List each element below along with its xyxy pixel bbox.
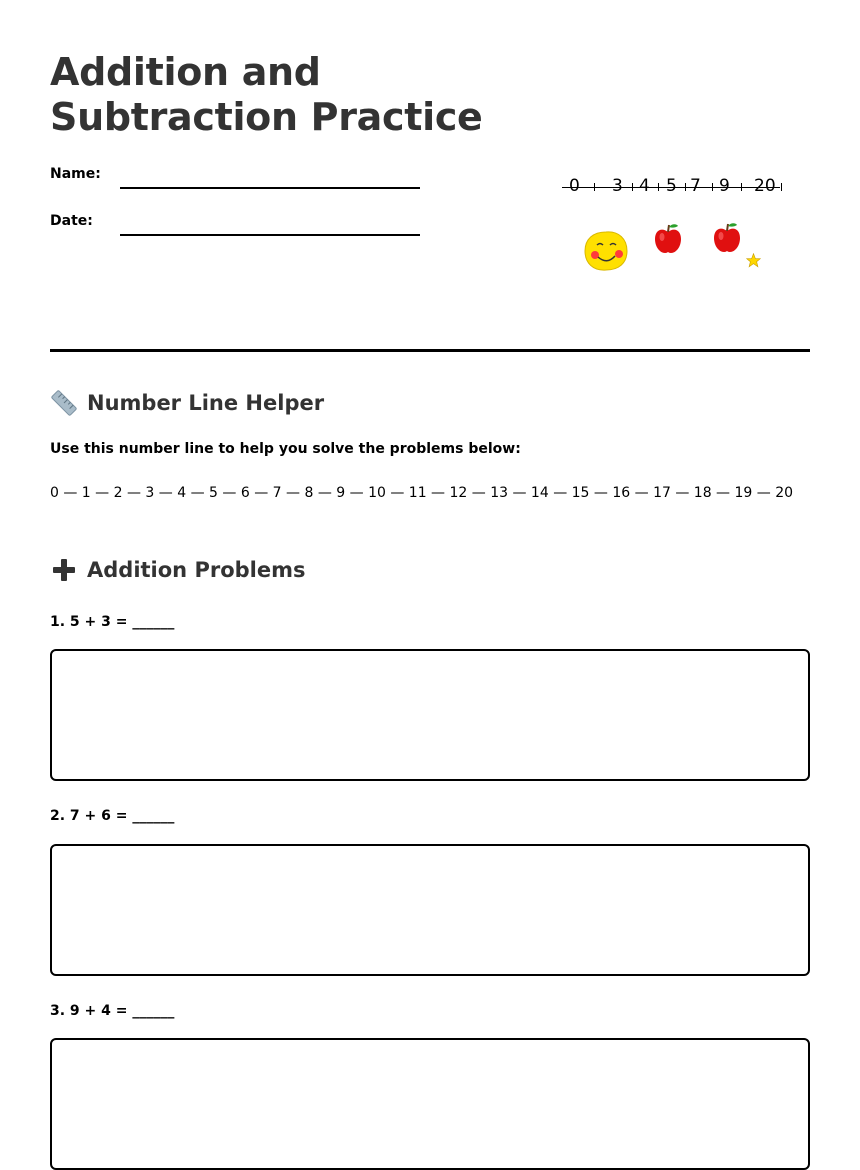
answer-box[interactable] [50, 844, 810, 976]
problem-label: 2. 7 + 6 = ______ [50, 808, 175, 824]
mini-number-line-tick [594, 183, 595, 191]
answer-box[interactable] [50, 1038, 810, 1170]
number-line-instruction: Use this number line to help you solve the problems below: [50, 441, 521, 457]
date-field-line[interactable] [120, 234, 420, 236]
mini-number-line [560, 176, 790, 200]
addition-section-title [50, 556, 305, 584]
date-label: Date: [50, 213, 93, 229]
page-title [50, 50, 483, 140]
title-line-2: Subtraction Practice [50, 95, 483, 139]
mini-number-line-label: 7 [690, 176, 701, 196]
mini-number-line-label: 3 [612, 176, 623, 196]
title-line-1: Addition and [50, 50, 321, 94]
number-line-section-title [50, 389, 324, 417]
mini-number-line-tick [632, 183, 633, 191]
apple-icon [654, 222, 682, 254]
mini-number-line-tick [685, 183, 686, 191]
smiley-face-icon [583, 230, 629, 272]
mini-number-line-label: 20 [754, 176, 776, 196]
header-divider [50, 349, 810, 352]
name-field-line[interactable] [120, 187, 420, 189]
plus-icon [50, 556, 78, 584]
mini-number-line-label: 4 [639, 176, 650, 196]
star-icon [746, 253, 761, 268]
mini-number-line-tick [741, 183, 742, 191]
mini-number-line-label: 9 [719, 176, 730, 196]
mini-number-line-label: 5 [666, 176, 677, 196]
name-label: Name: [50, 166, 101, 182]
mini-number-line-tick [658, 183, 659, 191]
ruler-icon [50, 389, 78, 417]
number-line-section-heading: Number Line Helper [87, 391, 325, 415]
addition-section-heading: Addition Problems [87, 558, 306, 582]
number-line-text: 0 — 1 — 2 — 3 — 4 — 5 — 6 — 7 — 8 — 9 — 10 — 11 — 12 — 13 — 14 — 15 — 16 — 17 — 18 — 19 — 20 [50, 485, 794, 501]
mini-number-line-label: 0 [569, 176, 580, 196]
mini-number-line-tick [712, 183, 713, 191]
answer-box[interactable] [50, 649, 810, 781]
problem-label: 1. 5 + 3 = ______ [50, 614, 175, 630]
apple-icon [713, 221, 741, 253]
mini-number-line-tick [781, 183, 782, 191]
problem-label: 3. 9 + 4 = ______ [50, 1003, 175, 1019]
